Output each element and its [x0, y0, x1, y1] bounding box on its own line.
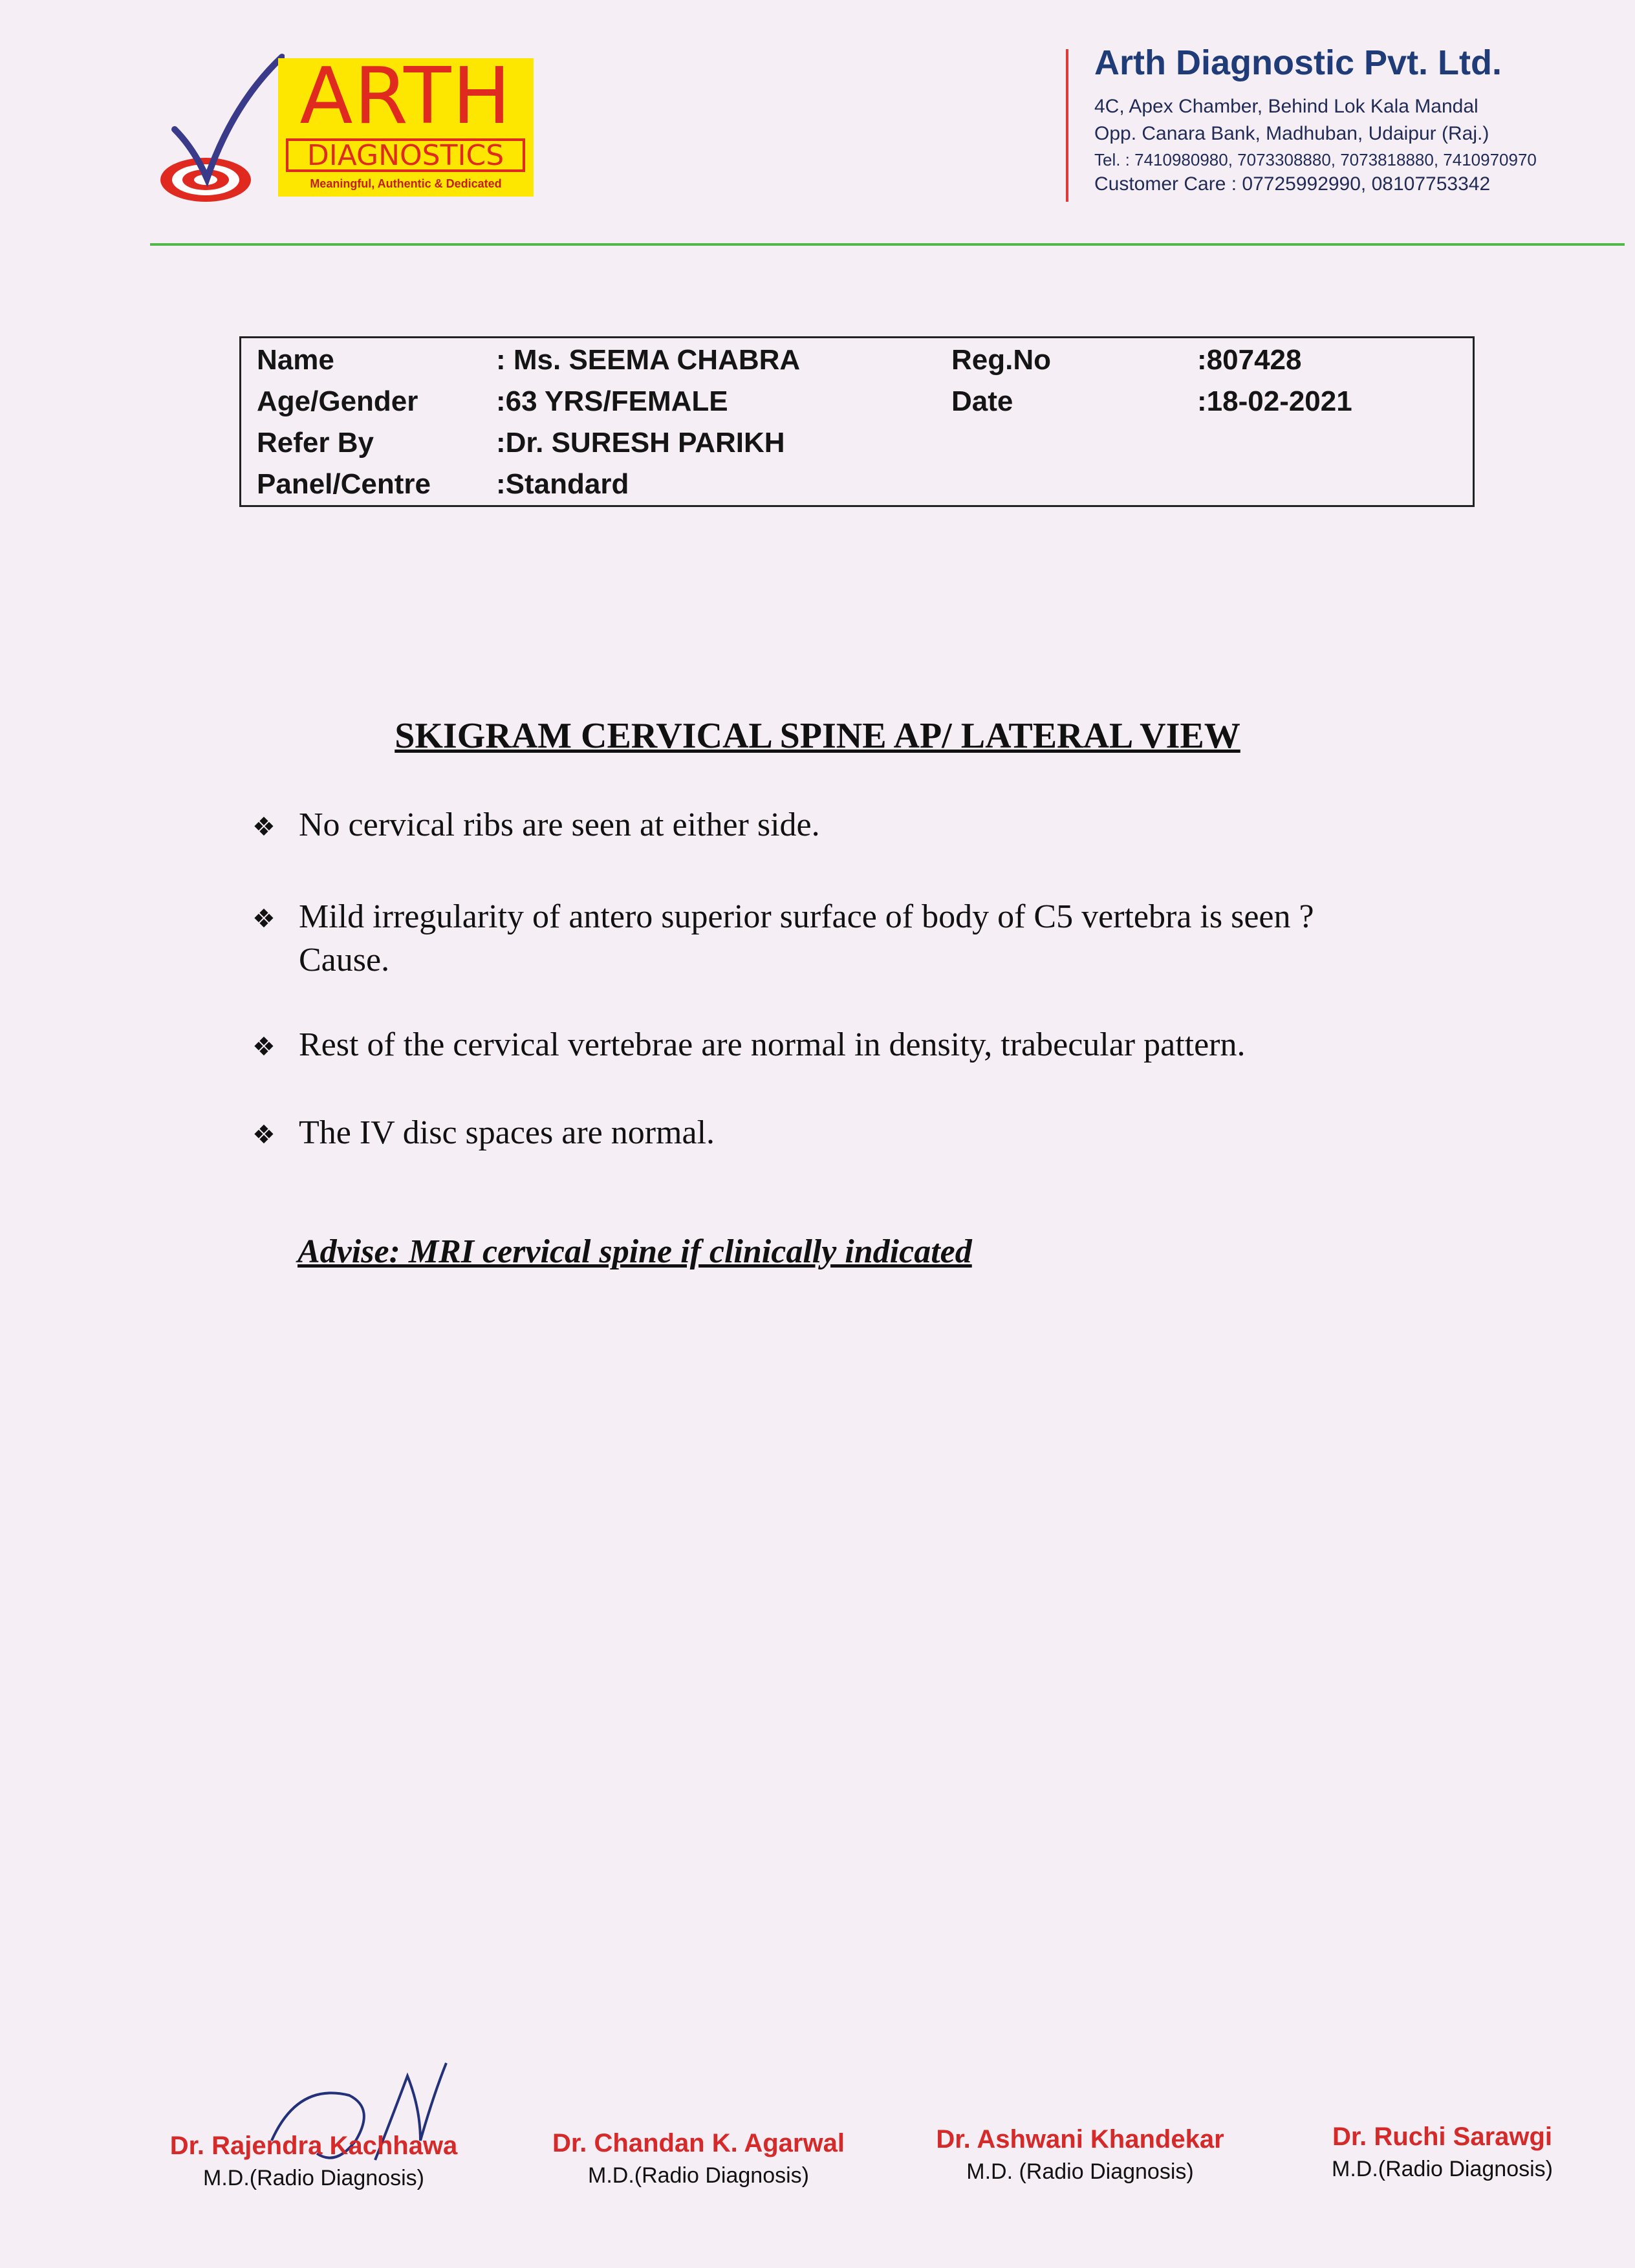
finding-item	[252, 805, 1449, 848]
company-name: Arth Diagnostic Pvt. Ltd.	[1094, 43, 1502, 82]
refer-by-value: :Dr. SURESH PARIKH	[496, 427, 785, 459]
doctor-name: Dr. Chandan K. Agarwal	[552, 2129, 845, 2157]
advise-note: Advise: MRI cervical spine if clinically indicated	[298, 1233, 972, 1270]
doctor-signatory	[925, 2125, 1235, 2185]
doctor-degree: M.D. (Radio Diagnosis)	[966, 2159, 1194, 2184]
address-line-1: 4C, Apex Chamber, Behind Lok Kala Mandal	[1094, 96, 1478, 117]
header-divider	[1066, 49, 1068, 202]
logo-sub: DIAGNOSTICS	[286, 138, 525, 172]
finding-text: The IV disc spaces are normal.	[299, 1114, 715, 1151]
diamond-bullet-icon: ❖	[252, 812, 276, 842]
diamond-bullet-icon: ❖	[252, 1120, 276, 1150]
panel-centre-value: :Standard	[496, 468, 629, 500]
refer-by-label: Refer By	[257, 427, 374, 459]
name-label: Name	[257, 344, 334, 376]
age-gender-label: Age/Gender	[257, 385, 418, 417]
patient-info-box	[239, 336, 1475, 507]
logo-yellow-box	[278, 52, 534, 197]
doctor-name: Dr. Ruchi Sarawgi	[1332, 2122, 1553, 2151]
doctor-signatory	[162, 2132, 466, 2191]
panel-centre-label: Panel/Centre	[257, 468, 431, 500]
name-value: : Ms. SEEMA CHABRA	[496, 344, 801, 376]
logo-tagline: Meaningful, Authentic & Dedicated	[310, 177, 502, 190]
logo-brand: ARTH	[299, 52, 512, 142]
finding-text: No cervical ribs are seen at either side.	[299, 806, 820, 843]
age-gender-value: :63 YRS/FEMALE	[496, 385, 728, 417]
finding-item	[252, 896, 1449, 981]
doctor-degree: M.D.(Radio Diagnosis)	[203, 2166, 424, 2190]
diamond-bullet-icon: ❖	[252, 904, 276, 934]
customer-care-line: Customer Care : 07725992990, 08107753342	[1094, 173, 1491, 195]
finding-text-continued: Cause.	[299, 942, 390, 978]
address-line-2: Opp. Canara Bank, Madhuban, Udaipur (Raj.)	[1094, 123, 1489, 144]
finding-text: Mild irregularity of antero superior surface of body of C5 vertebra is seen ?	[299, 898, 1314, 935]
header-rule	[150, 243, 1625, 246]
target-checkmark-icon	[155, 52, 285, 207]
doctor-degree: M.D.(Radio Diagnosis)	[1332, 2157, 1553, 2181]
doctor-signatory	[1300, 2122, 1585, 2182]
doctor-name: Dr. Rajendra Kachhawa	[169, 2132, 458, 2160]
doctor-degree: M.D.(Radio Diagnosis)	[588, 2163, 809, 2188]
finding-item	[252, 1112, 1449, 1156]
report-title: SKIGRAM CERVICAL SPINE AP/ LATERAL VIEW	[395, 716, 1240, 756]
date-value: :18-02-2021	[1197, 385, 1352, 417]
reg-no-value: :807428	[1197, 344, 1302, 376]
finding-item	[252, 1024, 1449, 1068]
doctor-name: Dr. Ashwani Khandekar	[936, 2125, 1224, 2154]
arth-logo	[155, 52, 537, 207]
diamond-bullet-icon: ❖	[252, 1032, 276, 1062]
finding-text: Rest of the cervical vertebrae are normal in density, trabecular pattern.	[299, 1026, 1246, 1063]
telephone-line: Tel. : 7410980980, 7073308880, 7073818880, 7410970970	[1094, 150, 1537, 169]
reg-no-label: Reg.No	[951, 344, 1051, 376]
doctor-signatory	[543, 2129, 854, 2188]
date-label: Date	[951, 385, 1013, 417]
